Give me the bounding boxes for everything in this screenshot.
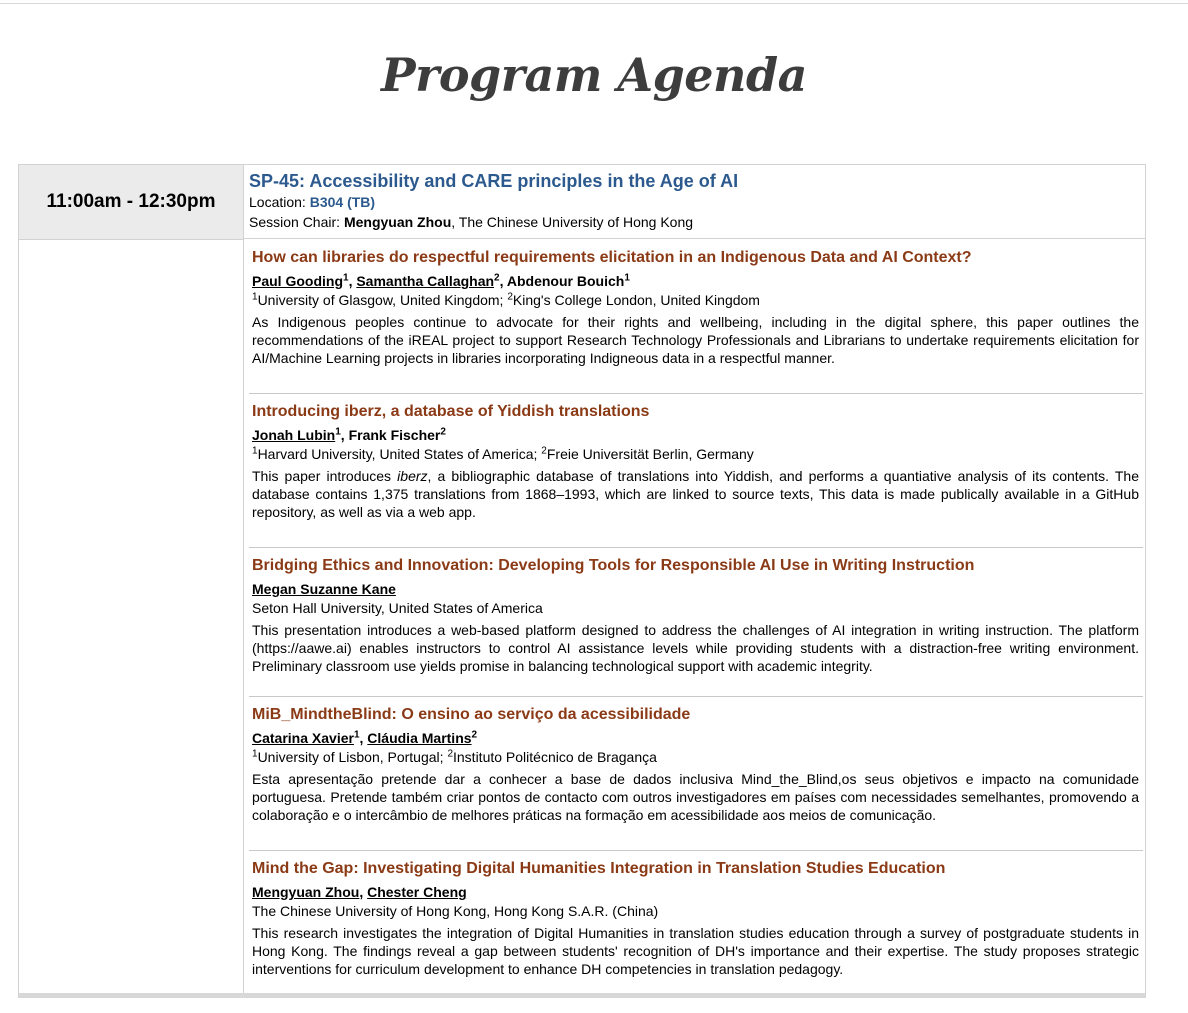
paper-affiliations — [252, 901, 1139, 921]
paper-affiliations — [252, 747, 1139, 767]
author-name[interactable]: Samantha Callaghan — [356, 273, 495, 289]
paper-authors — [252, 883, 1139, 901]
affiliation-mark: 1 — [252, 748, 258, 760]
author-name: Frank Fischer — [348, 427, 441, 443]
paper-abstract — [252, 924, 1139, 978]
paper-affiliations — [252, 598, 1139, 618]
author-separator: , — [499, 273, 507, 289]
author-name[interactable]: Mengyuan Zhou — [252, 884, 360, 900]
author-affiliation-mark: 2 — [494, 272, 500, 284]
session-chair-line — [249, 212, 1145, 232]
abstract-text: Esta apresentação pretende dar a conhecer a base de dados inclusiva Mind_the_Blind,os seus objetivos e impacto na comunidade portuguesa. Pretende também criar pontos de contacto com outros investigadores em países com necessidades semelhantes, promovendo a colaboração e o intercâmbio de melhores práticas na formação em acessibilidade aos meios de comunicação. — [252, 771, 1139, 823]
paper-title[interactable]: MiB_MindtheBlind: O ensino ao serviço da acessibilidade — [252, 706, 691, 723]
affiliation-text: Instituto Politécnico de Bragança — [453, 749, 657, 765]
paper-item — [249, 394, 1143, 548]
author-affiliation-mark: 2 — [440, 426, 446, 438]
top-divider — [0, 3, 1188, 4]
chair-name: Mengyuan Zhou — [343, 214, 452, 230]
affiliation-text: King's College London, United Kingdom — [512, 292, 760, 308]
page-title: Program Agenda — [381, 48, 807, 102]
affiliation-mark: 1 — [252, 445, 258, 457]
affiliation-text: The Chinese University of Hong Kong, Hong Kong S.A.R. (China) — [252, 903, 659, 919]
paper-item — [249, 697, 1143, 851]
time-column-spacer — [19, 240, 244, 993]
abstract-text: iberz — [397, 468, 428, 484]
session-time: 11:00am - 12:30pm — [19, 165, 244, 240]
author-separator: , — [359, 884, 368, 900]
paper-title[interactable]: Mind the Gap: Investigating Digital Humanities Integration in Translation Studies Education — [252, 860, 946, 877]
session-location-line — [249, 192, 1145, 212]
affiliation-text: University of Lisbon, Portugal; — [257, 749, 448, 765]
author-name[interactable]: Catarina Xavier — [252, 730, 354, 746]
affiliation-text: Freie Universität Berlin, Germany — [546, 446, 754, 462]
paper-affiliations — [252, 444, 1139, 464]
affiliation-mark: 2 — [541, 445, 547, 457]
chair-affiliation: , The Chinese University of Hong Kong — [451, 214, 694, 230]
paper-abstract — [252, 467, 1139, 521]
abstract-text: This research investigates the integration of Digital Humanities in translation studies education through a survey of postgraduate students in Hong Kong. The findings reveal a gap between students' recognition of DH's importance and their expertise. The study proposes strategic interventions for curriculum development to enhance DH competencies in translation pedagogy. — [252, 925, 1139, 977]
paper-title[interactable]: Bridging Ethics and Innovation: Developing Tools for Responsible AI Use in Writing Instruction — [252, 557, 975, 574]
abstract-text: This paper introduces — [252, 468, 398, 484]
author-affiliation-mark: 1 — [335, 426, 341, 438]
location-link[interactable]: B304 (TB) — [309, 194, 376, 210]
session-title[interactable]: SP-45: Accessibility and CARE principles in the Age of AI — [249, 171, 739, 191]
abstract-text: As Indigenous peoples continue to advocate for their rights and wellbeing, including in the digital sphere, this paper outlines the recommendations of the iREAL project to support Research Technology Professionals and Librarians to undertake requirements elicitation for AI/Machine Learning projects in libraries incorporating Indigneous data in a respectful manner. — [252, 314, 1139, 366]
paper-abstract — [252, 621, 1139, 675]
author-name[interactable]: Cláudia Martins — [367, 730, 472, 746]
affiliation-mark: 2 — [447, 748, 453, 760]
author-name[interactable]: Paul Gooding — [252, 273, 343, 289]
author-affiliation-mark: 1 — [353, 729, 360, 741]
affiliation-text: Seton Hall University, United States of America — [252, 600, 543, 616]
abstract-text: This presentation introduces a web-based platform designed to address the challenges of AI integration in writing instruction. The platform (https://aawe.ai) enables instructors to control AI assistance levels while providing students with a distraction-free writing environment. Preliminary classroom use yields promise in balancing technological support with academic integrity. — [252, 622, 1139, 674]
paper-authors — [252, 729, 1139, 747]
author-name[interactable]: Jonah Lubin — [252, 427, 336, 443]
author-affiliation-mark: 1 — [343, 272, 349, 284]
author-separator: , — [359, 730, 368, 746]
paper-affiliations — [252, 290, 1139, 310]
author-name[interactable]: Chester Cheng — [367, 884, 467, 900]
paper-title[interactable]: Introducing iberz, a database of Yiddish translations — [252, 403, 650, 420]
paper-authors — [252, 426, 1139, 444]
author-separator: , — [348, 273, 357, 289]
affiliation-text: University of Glasgow, United Kingdom; — [257, 292, 508, 308]
session-header — [244, 165, 1145, 239]
affiliation-mark: 1 — [252, 291, 258, 303]
location-label: Location: — [249, 194, 306, 210]
paper-list — [249, 240, 1143, 1005]
paper-item — [249, 548, 1143, 697]
paper-item — [249, 851, 1143, 1005]
chair-label: Session Chair: — [249, 214, 341, 230]
abstract-text: , a bibliographic database of translations into Yiddish, and performs a quantiative analysis of its contents. The database contains 1,375 translations from 1868–1993, which are linked to source texts, This data is made publically available in a GitHub repository, as well as via a web app. — [252, 468, 1139, 520]
author-name: Abdenour Bouich — [506, 273, 625, 289]
paper-abstract — [252, 313, 1139, 367]
paper-abstract — [252, 770, 1139, 824]
affiliation-mark: 2 — [507, 291, 513, 303]
paper-authors — [252, 272, 1139, 290]
author-affiliation-mark: 2 — [471, 729, 478, 741]
paper-title[interactable]: How can libraries do respectful requirements elicitation in an Indigenous Data and AI Context? — [252, 249, 972, 266]
paper-item — [249, 240, 1143, 394]
author-affiliation-mark: 1 — [624, 272, 630, 284]
author-separator: , — [340, 427, 349, 443]
author-name[interactable]: Megan Suzanne Kane — [252, 581, 396, 597]
agenda-table — [18, 164, 1146, 998]
paper-authors — [252, 580, 1139, 598]
affiliation-text: Harvard University, United States of America; — [257, 446, 542, 462]
